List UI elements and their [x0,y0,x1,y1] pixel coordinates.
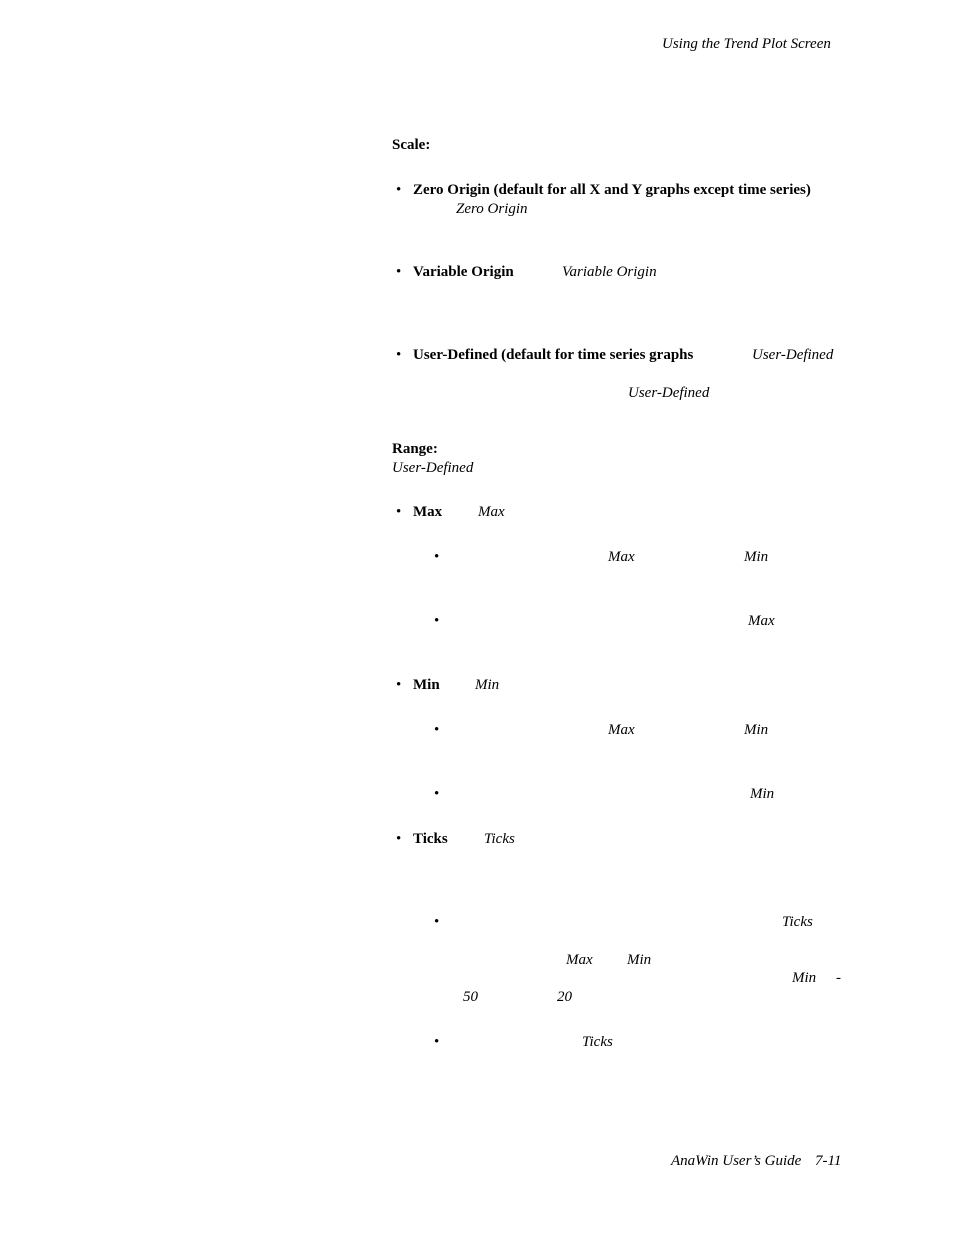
max-term: Max [478,504,505,520]
bullet: • [396,264,402,280]
max-sub1-term-min: Min [744,549,769,565]
sub-bullet: • [434,549,440,565]
bullet: • [396,504,402,520]
user-defined-term-2: User-Defined [628,385,710,401]
bullet: • [396,347,402,363]
sub-bullet: • [434,914,440,930]
ticks-sub1-term-min: Min [627,952,652,968]
running-header: Using the Trend Plot Screen [662,36,831,52]
ticks-sub1-term-min-2: Min [792,970,817,986]
range-heading: Range: [392,441,438,457]
ticks-term: Ticks [484,831,515,847]
footer-guide-title: AnaWin User’s Guide [671,1153,802,1169]
min-sub2-term: Min [750,786,775,802]
min-term: Min [475,677,500,693]
ticks-sub1-term: Ticks [782,914,813,930]
ticks-sub1-term-max: Max [566,952,593,968]
ticks-sub1-value-20: 20 [557,989,572,1005]
ticks-label: Ticks [413,831,448,847]
variable-origin-term: Variable Origin [562,264,657,280]
max-label: Max [413,504,443,520]
bullet: • [396,831,402,847]
max-sub2-term: Max [748,613,775,629]
user-defined-term: User-Defined [752,347,834,363]
zero-origin-label: Zero Origin (default for all X and Y graphs except time series) [413,182,811,198]
ticks-sub1-value-50: 50 [463,989,478,1005]
bullet: • [396,182,402,198]
sub-bullet: • [434,786,440,802]
ticks-sub1-dash: - [836,970,841,986]
min-label: Min [413,677,440,693]
ticks-sub2-term: Ticks [582,1034,613,1050]
max-sub1-term-max: Max [608,549,635,565]
range-user-defined-term: User-Defined [392,460,474,476]
sub-bullet: • [434,722,440,738]
sub-bullet: • [434,1034,440,1050]
min-sub1-term-max: Max [608,722,635,738]
footer-page-number: 7-11 [815,1153,842,1169]
min-sub1-term-min: Min [744,722,769,738]
user-defined-label: User-Defined (default for time series graphs [413,347,694,363]
bullet: • [396,677,402,693]
scale-heading: Scale: [392,137,431,153]
sub-bullet: • [434,613,440,629]
zero-origin-term: Zero Origin [456,201,528,217]
variable-origin-label: Variable Origin [413,264,514,280]
